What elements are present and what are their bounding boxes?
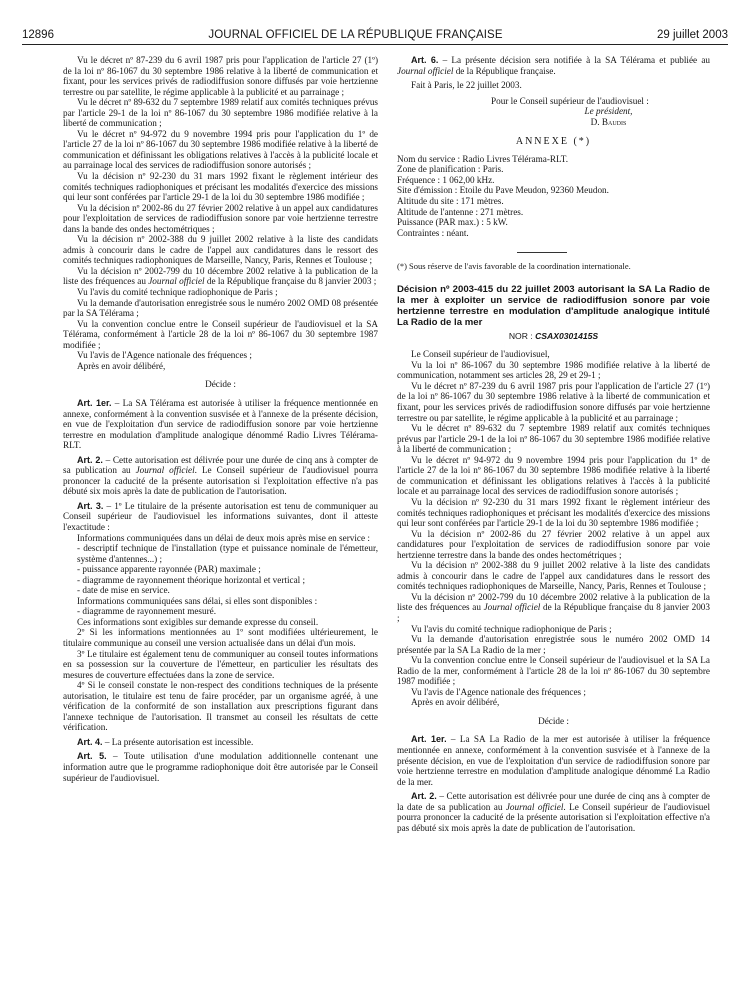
issue-date: 29 juillet 2003 <box>657 29 728 41</box>
journal-title: JOURNAL OFFICIEL DE LA RÉPUBLIQUE FRANÇAISE <box>208 29 503 41</box>
visa: Vu la décision nº 2002-86 du 27 février 2002 relative à un appel aux candidatures pour l'exploitation de services de radiodiffusion sonore par voie hertzienne terrestre dans la bande des ondes hectométriques ; <box>63 202 378 234</box>
article-heading: Art. 1er. <box>77 397 112 408</box>
page-number: 12896 <box>22 29 54 41</box>
journal-officiel-ref: Journal officiel <box>148 276 205 287</box>
article-paragraph: 2º Si les informations mentionnées au 1º sont modifiées ultérieurement, le titulaire communique au conseil une version actualisée dans un délai d'un mois. <box>63 627 378 648</box>
info-list <box>63 543 378 596</box>
visa: Vu la convention conclue entre le Conseil supérieur de l'audiovisuel et la SA La Radio de la mer, conformément à l'article 28 de la loi nº 86-1067 du 30 septembre 1987 modifiée ; <box>397 655 710 687</box>
article-heading: Art. 2. <box>77 454 103 465</box>
article-text: . Le Conseil supérieur de l'audiovisuel pourra prononcer la caducité de la présente autorisation si l'exploitation effective n'a pas débuté six mois après la date de publication de l'autorisation. <box>63 465 378 497</box>
visa: Vu la décision nº 2002-86 du 27 février 2002 relative à un appel aux candidatures pour l'exploitation de services de radiodiffusion sonore par voie hertzienne terrestre dans la bande des ondes hectométriques ; <box>397 528 710 560</box>
left-column <box>63 55 378 783</box>
article-3 <box>63 501 378 533</box>
visa: Vu le décret nº 89-632 du 7 septembre 1989 relatif aux comités techniques prévus par l'article 29-1 de la loi nº 86-1067 du 30 septembre 1986 modifiée relative à la liberté de communication ; <box>397 423 710 455</box>
visa: Vu la loi nº 86-1067 du 30 septembre 1986 modifiée relative à la liberté de communication, notamment ses articles 28, 29 et 29-1 ; <box>397 359 710 381</box>
list-item: - puissance apparente rayonnée (PAR) maximale ; <box>77 564 261 575</box>
article-text: . Le Conseil supérieur de l'audiovisuel pourra prononcer la caducité de la présente autorisation si l'exploitation effective n'a pas débuté six mois après la date de publication de l'autorisation. <box>397 801 711 833</box>
article-text: – Cette autorisation est délivrée pour une durée de cinq ans à compter de sa publication au <box>63 454 378 476</box>
right-column <box>397 55 710 833</box>
visa-text: Vu la décision nº 2002-799 du 10 décembre 2002 relative à la publication de la liste des fréquences au <box>63 265 378 287</box>
visa: Vu la décision nº 92-230 du 31 mars 1992 fixant le règlement intérieur des comités techniques radiophoniques et précisant les modalités d'exercice des missions qui leur sont conférées par l'article 29-1 de la loi du 30 septembre 1986 modifiée ; <box>397 496 710 529</box>
visa-text: Vu la décision nº 2002-799 du 10 décembre 2002 relative à la publication de la liste des fréquences au <box>397 591 710 613</box>
signature-pour: Pour le Conseil supérieur de l'audiovisuel : <box>491 95 649 106</box>
visa: Vu la décision nº 2002-388 du 9 juillet 2002 relative à la liste des candidats admis à concourir dans le cadre de l'appel aux candidatures dans le ressort des comités techniques radiophoniques de Marseille, Nancy, Paris, Rennes et Toulouse ; <box>397 560 710 592</box>
page-header <box>22 17 728 45</box>
article-text: – Toute utilisation d'une modulation additionnelle contenant une information autre que le programme radiophonique doit être autorisée par le Conseil supérieur de l'audiovisuel. <box>63 751 378 783</box>
list-item: - diagramme de rayonnement théorique horizontal et vertical ; <box>77 574 306 585</box>
annexe-line: Zone de planification : Paris. <box>397 164 504 175</box>
article-2 <box>63 455 378 497</box>
annexe-title: ANNEXE (*) <box>515 136 592 148</box>
visa-text: de la République française du 8 janvier 2003 ; <box>397 602 710 623</box>
annexe-line: Puissance (PAR max.) : 5 kW. <box>397 217 508 228</box>
signature-name: D. Baudis <box>590 116 627 127</box>
annexe-line: Fréquence : 1 062,00 kHz. <box>397 174 495 185</box>
article-text: – La présente autorisation est incessible. <box>102 736 254 747</box>
visa: Vu le décret nº 89-632 du 7 septembre 1989 relatif aux comités techniques prévus par l'article 29-1 de la loi nº 86-1067 du 30 septembre 1986 modifiée relative à la liberté de communication ; <box>63 97 378 129</box>
visa: Vu l'avis de l'Agence nationale des fréquences ; <box>411 686 586 697</box>
article-paragraph: Ces informations sont exigibles sur demande expresse du conseil. <box>77 616 319 627</box>
visa: Vu la décision nº 92-230 du 31 mars 1992 fixant le règlement intérieur des comités techniques radiophoniques et précisant les modalités d'exercice des missions qui leur sont conférées par l'article 29-1 de la loi du 30 septembre 1986 modifiée ; <box>63 171 378 203</box>
footnote: (*) Sous réserve de l'avis favorable de la coordination internationale. <box>397 261 631 272</box>
visa: Vu le décret nº 87-239 du 6 avril 1987 pris pour l'application de l'article 27 (1º) de la loi nº 86-1067 du 30 septembre 1986 relative à la liberté de communication et fixant, pour les services privés de radiodiffusion sonore diffusés par voie hertzienne terrestre ou par satellite, le régime applicable à la publicité et au parrainage ; <box>397 380 710 423</box>
article-heading: Art. 2. <box>411 791 437 802</box>
list-item: - diagramme de rayonnement mesuré. <box>77 606 217 617</box>
visa-text: de la République française du 8 janvier 2003 ; <box>204 276 377 287</box>
annexe-line: Altitude du site : 171 mètres. <box>397 196 504 207</box>
annexe-line: Contraintes : néant. <box>397 227 469 238</box>
article-text: – 1º Le titulaire de la présente autorisation est tenu de communiquer au Conseil supérieur de l'audiovisuel les informations suivantes, dont il atteste l'exactitude : <box>63 500 378 532</box>
article-heading: Art. 4. <box>77 736 103 747</box>
visa: Vu le décret nº 94-972 du 9 novembre 1994 pris pour l'application du 1º de l'article 27 de la loi nº 86-1067 du 30 septembre 1986 modifiée relative à la liberté de communication et définissant les obligations relatives à l'accès à la publicité locale et au parrainage local des services de radiodiffusion sonore autorisés ; <box>63 128 378 171</box>
signature-role: Le président, <box>584 106 633 117</box>
article-4 <box>63 737 378 748</box>
article-6 <box>397 55 710 76</box>
article-text: de la République française. <box>453 65 556 76</box>
decide-heading: Décide : <box>205 379 236 390</box>
visa: Vu l'avis de l'Agence nationale des fréquences ; <box>77 350 252 361</box>
journal-officiel-ref: Journal officiel <box>397 65 454 76</box>
annexe-line: Altitude de l'antenne : 271 mètres. <box>397 206 524 217</box>
article-heading: Art. 6. <box>411 55 439 65</box>
journal-officiel-ref: Journal officiel <box>505 801 564 812</box>
info-list <box>63 606 378 617</box>
visa: Vu la demande d'autorisation enregistrée sous le numéro 2002 OMD 14 présentée par la SA La Radio de la mer ; <box>397 634 710 655</box>
article-1 <box>397 734 710 787</box>
list-item: - date de mise en service. <box>77 585 170 596</box>
article-2 <box>397 791 710 833</box>
deliberation: Après en avoir délibéré, <box>77 360 166 371</box>
nor-label: NOR : <box>508 330 536 341</box>
article-text: – La SA La Radio de la mer est autorisée à utiliser la fréquence mentionnée en annexe, conformément à la convention susvisée et à l'annexe de la présente décision, en vue de l'exploitation d'un service de radiodiffusion sonore par voie hertzienne terrestre en modulation d'amplitude analogique dénommé La Radio de la mer. <box>397 734 710 787</box>
nor-code: CSAX0301415S <box>535 330 599 341</box>
article-heading: Art. 3. <box>77 500 104 511</box>
article-heading: Art. 5. <box>77 751 107 762</box>
journal-officiel-ref: Journal officiel <box>135 465 195 476</box>
annexe-line: Site d'émission : Etoile du Pave Meudon, 92360 Meudon. <box>397 185 609 196</box>
visa: Vu la décision nº 2002-388 du 9 juillet 2002 relative à la liste des candidats admis à concourir dans le cadre de l'appel aux candidatures dans le ressort des comités techniques radiophoniques de Marseille, Nancy, Paris, Rennes et Toulouse ; <box>63 234 378 266</box>
visa: Vu la demande d'autorisation enregistrée sous le numéro 2002 OMD 08 présentée par la SA Télérama ; <box>63 297 378 319</box>
journal-officiel-ref: Journal officiel <box>483 602 541 613</box>
article-paragraph: 4º Si le conseil constate le non-respect des conditions techniques de la présente autorisation, le titulaire est tenu de faire procéder, par un organisme agréé, à une vérification de la conformité de son installation aux prescriptions figurant dans l'annexe technique de l'autorisation. Il transmet au conseil les résultats de cette vérification. <box>63 680 378 733</box>
deliberation: Après en avoir délibéré, <box>411 697 500 708</box>
decision-title: Décision nº 2003-415 du 22 juillet 2003 autorisant la SA La Radio de la mer à exploiter un service de radiodiffusion sonore par voie hertzienne terrestre en modulation d'amplitude analogique intitulé La Radio de la mer <box>397 283 710 328</box>
article-heading: Art. 1er. <box>411 734 447 745</box>
article-5 <box>63 751 378 783</box>
visa <box>63 266 378 287</box>
visa: Vu l'avis du comité technique radiophonique de Paris ; <box>411 623 612 634</box>
article-text: – La SA Télérama est autorisée à utiliser la fréquence mentionnée en annexe, conformément à la convention susvisée et à l'annexe de la présente décision, en vue de l'exploitation d'un service de radiodiffusion sonore par voie hertzienne terrestre en modulation d'amplitude analogique dénommé Radio Livres Télérama-RLT. <box>63 397 378 451</box>
fait-a-paris: Fait à Paris, le 22 juillet 2003. <box>411 80 522 91</box>
info-heading: Informations communiquées dans un délai de deux mois après mise en service : <box>77 532 370 543</box>
visa: Vu la convention conclue entre le Conseil supérieur de l'audiovisuel et la SA Télérama, conformément à l'article 28 de la loi nº 86-1067 du 30 septembre 1987 modifiée ; <box>63 318 378 350</box>
visa: Vu le décret nº 94-972 du 9 novembre 1994 pris pour l'application du 1º de l'article 27 de la loi nº 86-1067 du 30 septembre 1986 modifiée relative à la liberté de communication et définissant les obligations relatives à l'accès à la publicité locale et au parrainage local des services de radiodiffusion sonore autorisés ; <box>397 454 710 497</box>
nor-reference <box>397 331 710 342</box>
footnote-divider <box>517 252 567 253</box>
annexe-line: Nom du service : Radio Livres Télérama-RLT. <box>397 153 569 164</box>
decide-heading: Décide : <box>538 715 569 726</box>
article-1 <box>63 398 378 451</box>
info-heading: Informations communiquées sans délai, si elles sont disponibles : <box>77 595 318 606</box>
article-paragraph: 3º Le titulaire est également tenu de communiquer au conseil toutes informations en sa possession sur la couverture de l'émetteur, en particulier les résultats des mesures de couverture effectuées dans la zone de service. <box>63 648 378 680</box>
article-text: – La présente décision sera notifiée à la SA Télérama et publiée au <box>438 55 710 65</box>
visa <box>397 592 710 624</box>
article-text: – Cette autorisation est délivrée pour une durée de cinq ans à compter de la date de sa publication au <box>397 791 710 812</box>
visa: Vu l'avis du comité technique radiophonique de Paris ; <box>77 287 278 298</box>
visa: Vu le décret nº 87-239 du 6 avril 1987 pris pour l'application de l'article 27 (1º) de la loi nº 86-1067 du 30 septembre 1986 relative à la liberté de communication et fixant, pour les services privés de radiodiffusion sonore diffusés par voie hertzienne terrestre ou par satellite, le régime applicable à la publicité et au parrainage ; <box>63 55 378 97</box>
intro: Le Conseil supérieur de l'audiovisuel, <box>411 349 550 360</box>
list-item: - descriptif technique de l'installation (type et puissance nominale de l'émetteur, système d'antennes...) ; <box>77 543 378 564</box>
